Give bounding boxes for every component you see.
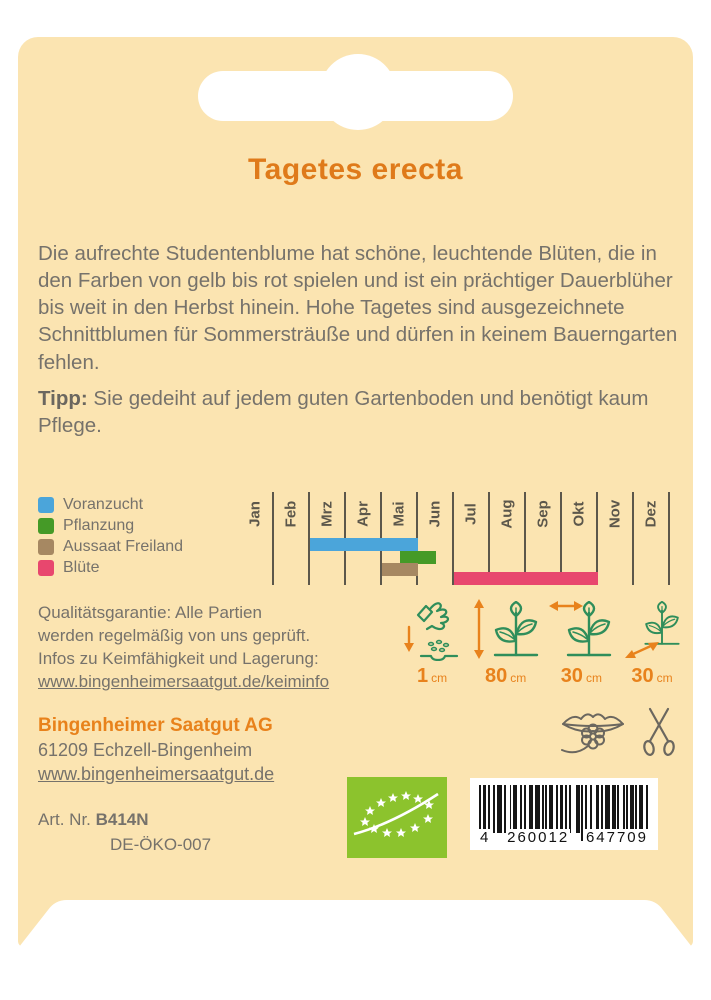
calendar-month-label: Aug (498, 499, 516, 529)
measure-plant-height (470, 597, 542, 688)
barcode-bar (535, 785, 540, 833)
barcode-bar (488, 785, 490, 833)
page-title: Tagetes erecta (248, 153, 463, 186)
barcode-bar (510, 785, 512, 833)
quality-line: Infos zu Keimfähigkeit und Lagerung: (38, 648, 319, 668)
calendar-month-label: Mrz (318, 501, 336, 527)
sowing-depth-value: 1 cm (416, 665, 448, 687)
barcode-bar (646, 785, 648, 833)
legend-label: Pflanzung (63, 516, 135, 534)
legend-item-bluete (38, 557, 183, 578)
calendar-month-column (418, 492, 454, 585)
barcode-bar (504, 785, 506, 833)
barcode-bar (569, 785, 571, 833)
barcode-bar (565, 785, 567, 833)
barcode-bar (549, 785, 553, 833)
calendar-month-label: Nov (606, 499, 624, 529)
seed-packet-back (18, 37, 693, 947)
legend-item-voranzucht (38, 494, 183, 515)
tip-text: Sie gedeiht auf jedem guten Gartenboden und benötigt kaum Pflege. (38, 386, 649, 437)
legend-label: Aussaat Freiland (63, 537, 184, 555)
barcode-bar (542, 785, 544, 833)
plant-height-icon (470, 597, 542, 661)
barcode-number: 4 260012 647709 (480, 829, 648, 846)
producer-address (38, 714, 274, 786)
ean-barcode (470, 778, 658, 850)
legend-swatch-brown (38, 539, 54, 555)
barcode-bar (556, 785, 558, 833)
calendar-month-column (274, 492, 310, 585)
legend-label: Blüte (63, 558, 100, 576)
company-website-link: www.bingenheimersaatgut.de (38, 764, 275, 784)
edible-flower-icon (558, 705, 628, 757)
eu-organic-logo (347, 777, 447, 863)
legend-swatch-green (38, 518, 54, 534)
barcode-bar (601, 785, 603, 833)
quality-line: Qualitätsgarantie: Alle Partien (38, 603, 262, 622)
calendar-month-label: Okt (570, 501, 588, 527)
barcode-bar (520, 785, 522, 833)
calendar-month-label: Jun (426, 500, 444, 528)
calendar-month-column (634, 492, 670, 585)
eco-certification-code: DE-ÖKO-007 (110, 835, 212, 854)
germination-info-link: www.bingenheimersaatgut.de/keiminfo (38, 671, 330, 691)
calendar-month-label: Dez (642, 500, 660, 528)
barcode-bar (639, 785, 643, 833)
barcode-bar (497, 785, 502, 833)
calendar-month-column (598, 492, 634, 585)
barcode-bar (560, 785, 564, 833)
barcode-bar (493, 785, 495, 833)
hanger-hole-bump (320, 54, 396, 130)
barcode-bar (635, 785, 637, 833)
calendar-month-label: Sep (534, 500, 552, 528)
calendar-month-label: Apr (354, 501, 372, 527)
barcode-bar (612, 785, 616, 833)
legend-swatch-pink (38, 560, 54, 576)
quality-line: werden regelmäßig von uns geprüft. (38, 625, 311, 645)
bottom-flap-cutout (18, 897, 693, 947)
company-name: Bingenheimer Saatgut AG (38, 715, 273, 736)
cut-flower-scissors-icon (642, 705, 676, 759)
quality-guarantee (38, 602, 416, 694)
barcode-bar (576, 785, 580, 833)
measure-plant-spacing (548, 597, 614, 688)
barcode-bar (513, 785, 517, 833)
legend-item-pflanzung (38, 515, 183, 536)
measure-row-spacing (621, 597, 683, 688)
barcode-bar (529, 785, 533, 833)
barcode-bar (626, 785, 628, 833)
tip-label: Tipp: (38, 386, 88, 410)
plant-spacing-value: 30 cm (560, 665, 602, 687)
company-city: 61209 Echzell-Bingenheim (38, 740, 253, 760)
calendar-bar-aussaat-freiland (382, 563, 418, 576)
calendar-month-label: Jul (462, 503, 480, 525)
sowing-calendar (238, 492, 670, 588)
variety-description: Die aufrechte Studentenblume hat schöne, leuchtende Blüten, die in den Farben von gelb bis rot spielen und ist ein prächtiger Dauerblüher bis weit in den Herbst hinein. Hohe Tagetes sind ausgezeichnete Schnittblumen für Sommersträuße und dürfen in keinem Bauerngarten fehlen. (38, 241, 678, 374)
calendar-bar-bluete (454, 572, 598, 585)
legend-swatch-blue (38, 497, 54, 513)
calendar-month-column (238, 492, 274, 585)
hand-sowing-icon (401, 599, 463, 661)
row-spacing-value: 30 cm (631, 665, 673, 687)
barcode-bar (630, 785, 634, 833)
barcode-bar (590, 785, 592, 833)
barcode-bar (623, 785, 625, 833)
measure-sowing-depth (401, 599, 463, 688)
calendar-month-label: Jan (246, 501, 264, 527)
barcode-bar (617, 785, 619, 833)
calendar-month-label: Feb (282, 500, 300, 528)
barcode-bar (605, 785, 610, 833)
barcode-bar (545, 785, 547, 833)
barcode-bar (596, 785, 600, 833)
barcode-bar (524, 785, 526, 833)
legend-label: Voranzucht (63, 495, 144, 513)
culture-measurements (401, 597, 683, 688)
plant-spacing-icon (548, 597, 614, 661)
usage-icons (558, 705, 678, 759)
article-number: Art. Nr. B414N (38, 810, 149, 829)
tip-paragraph (38, 385, 663, 440)
calendar-legend (38, 494, 183, 578)
calendar-bar-voranzucht (310, 538, 418, 551)
calendar-month-label: Mai (390, 501, 408, 527)
row-spacing-icon (621, 597, 683, 661)
legend-item-aussaat-freiland (38, 536, 183, 557)
plant-height-value: 80 cm (485, 665, 527, 687)
